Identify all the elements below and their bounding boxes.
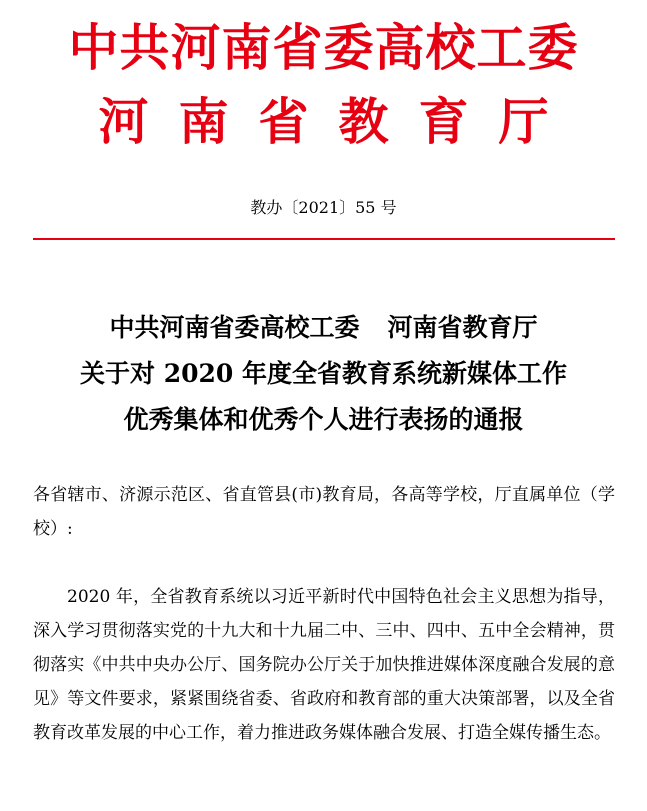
title-org-2: 河南省教育厅	[387, 313, 538, 342]
issuing-org-line-2: 河南省教育厅	[98, 92, 579, 151]
title-org-1: 中共河南省委高校工委	[109, 313, 360, 342]
document-title-line-1	[0, 310, 647, 346]
body-paragraph-1: 2020 年，全省教育系统以习近平新时代中国特色社会主义思想为指导，深入学习贯彻落实党的十九大和十九届二中、三中、四中、五中全会精神，贯彻落实《中共中央办公厅、国务院办公厅关于加快推进媒体深度融合发展的意见》等文件要求，紧紧围绕省委、省政府和教育部的重大决策部署，以及全省教育改革发展的中心工作，着力推进政务媒体融合发展、打造全媒传播生态。	[33, 587, 615, 743]
document-title-line-3: 优秀集体和优秀个人进行表扬的通报	[123, 405, 524, 434]
issuing-org-line-1: 中共河南省委高校工委	[68, 18, 579, 77]
red-header-rule	[33, 238, 615, 240]
document-title-line-2: 关于对 2020 年度全省教育系统新媒体工作	[80, 359, 567, 388]
document-number: 教办〔2021〕55 号	[250, 198, 397, 217]
salutation: 各省辖市、济源示范区、省直管县(市)教育局，各高等学校，厅直属单位（学校）:	[33, 485, 615, 539]
